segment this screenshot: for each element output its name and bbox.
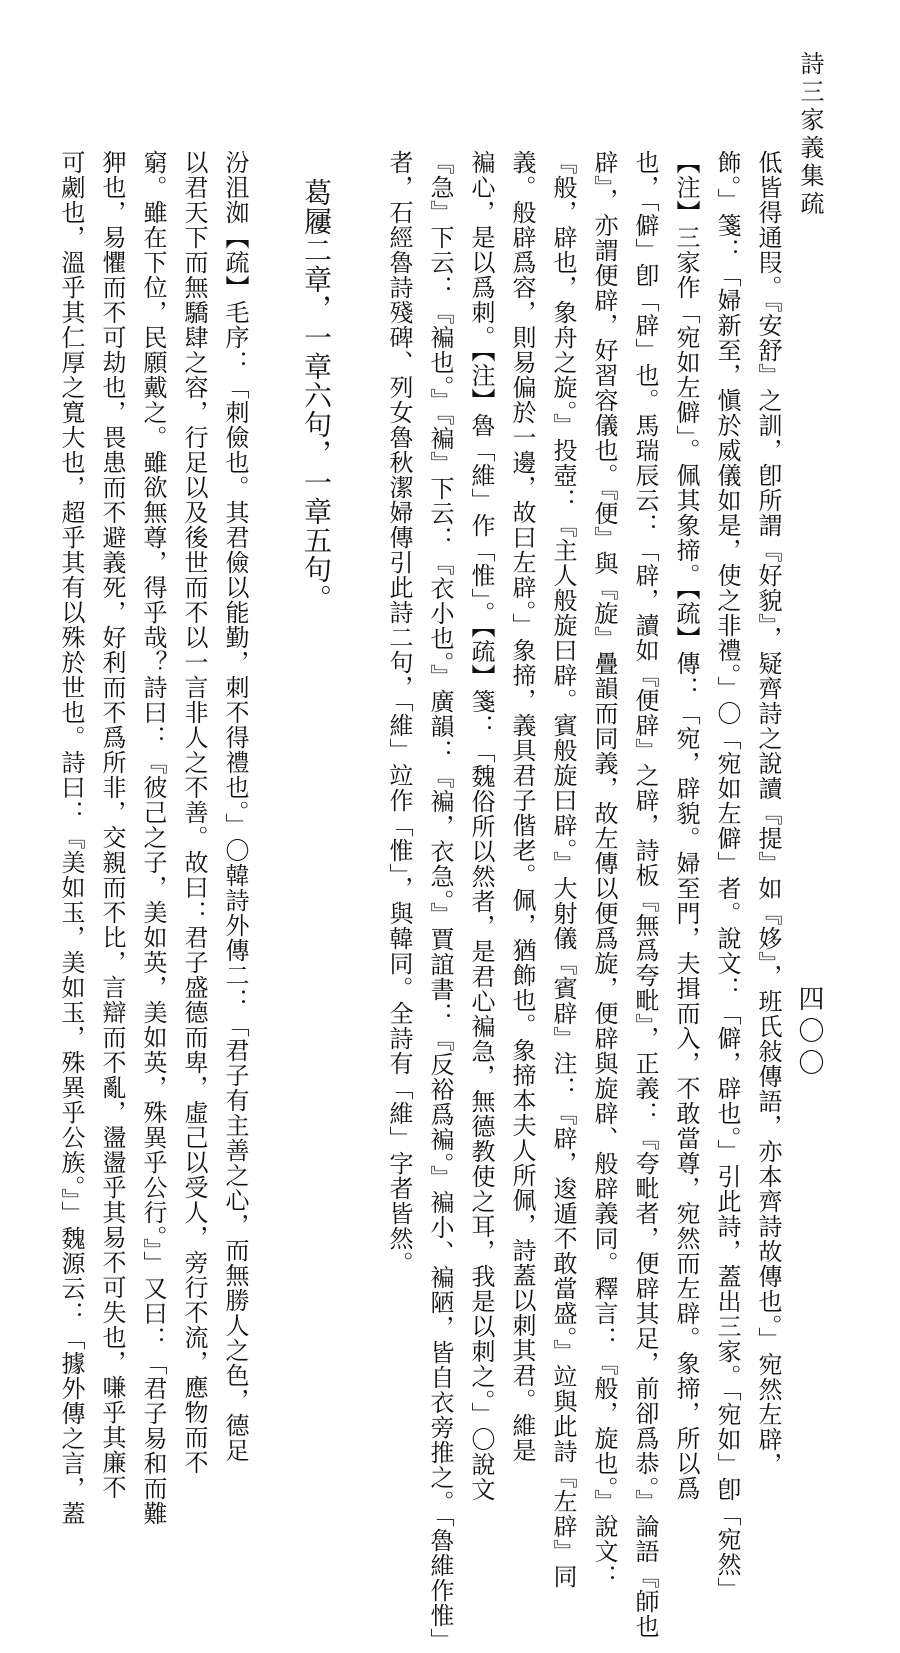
text-column: 『般，辟也，象舟之旋。』投壺：『主人般旋曰辟。賓般旋曰辟。』大射儀『賓辟』注：『辟，逡遁不敢當盛。』竝與此詩『左辟』同 (549, 150, 577, 1589)
text-column: 狎也，易懼而不可劫也，畏患而不避義死，好利而不爲所非，交親而不比，言辯而不亂，盪盪乎其易不可失也，嗛乎其廉不 (98, 150, 126, 1500)
text-column: 褊心，是以爲刺。【注】魯「維」作「惟」。【疏】箋：「魏俗所以然者，是君心褊急，無德教使之耳，我是以刺之。」〇說文 (467, 150, 495, 1502)
text-column: 飾。」箋：「婦新至，愼於威儀如是，使之非禮。」〇「宛如左僻」者。說文：「僻，辟也。」引此詩，蓋出三家。「宛如」卽「宛然」 (713, 150, 741, 1602)
text-column: 義。般辟爲容，則易偏於一邊，故曰左辟。」象揥，義具君子偕老。佩，猶飾也。象揥本夫人所佩，詩蓋以刺其君。維是 (508, 150, 536, 1463)
text-column: 低皆得通叚。『安舒』之訓，卽所謂『好貌』，疑齊詩之說讀『提』如『姼』，班氏敍傳語，亦本齊詩故傳也。」宛然左辟， (754, 150, 782, 1477)
chapter-summary: 葛屨二章，一章六句，一章五句。 (300, 178, 333, 613)
text-column: 【注】三家作「宛如左僻」。佩其象揥。【疏】傳：「宛，辟貌。婦至門，夫揖而入，不敢當尊，宛然而左辟。象揥，所以爲 (672, 150, 700, 1501)
text-column: 也，「僻」卽「辟」也。馬瑞辰云：「辟，讀如『便辟』之辟，詩板『無爲夸毗』，正義：『夸毗者，便辟其足，前卻爲恭。』論語『師也 (631, 150, 659, 1639)
text-columns (57, 150, 788, 1653)
text-column: 者，石經魯詩殘碑、列女魯秋潔婦傳引此詩二句，「維」竝作「惟」，與韓同。全詩有「維」字者皆然。 (385, 150, 413, 1276)
text-column: 可劌也，溫乎其仁厚之寬大也，超乎其有以殊於世也。詩曰：『美如玉，美如玉，殊異乎公族。』」魏源云：「據外傳之言，蓋 (57, 150, 85, 1526)
text-column: 窮。雖在下位，民願戴之。雖欲無尊，得乎哉？詩曰：『彼己之子，美如英，美如英，殊異乎公行。』」又曰：「君子易和而難 (139, 150, 167, 1526)
book-title: 詩三家義集疏 (796, 51, 824, 219)
text-column: 辟』，亦謂便辟，好習容儀也。『便』與『旋』疊韻而同義，故左傳以便爲旋，便辟與旋辟、般辟義同。釋言：『般，旋也。』說文： (590, 150, 618, 1589)
text-column-spacer (337, 150, 378, 1290)
text-column-spacer (255, 150, 296, 1290)
poem-title-column: 汾沮洳【疏】毛序：「刺儉也。其君儉以能勤，刺不得禮也。」〇韓詩外傳二：「君子有主善之心，而無勝人之色，德足 (221, 150, 249, 1463)
text-column: 『急』下云：『褊也。』『褊』下云：『衣小也。』廣韻：『褊，衣急。』賈誼書：『反裕爲褊。』褊小、褊陋，皆自衣旁推之。「魯維作惟」 (426, 150, 454, 1653)
page-number: 四〇〇 (794, 985, 824, 1081)
vertical-text-body (57, 150, 788, 1653)
text-column: 以君天下而無驕肆之容，行足以及後世而不以一言非人之不善。故曰：君子盛德而卑，虛己以受人，旁行不流，應物而不 (180, 150, 208, 1475)
